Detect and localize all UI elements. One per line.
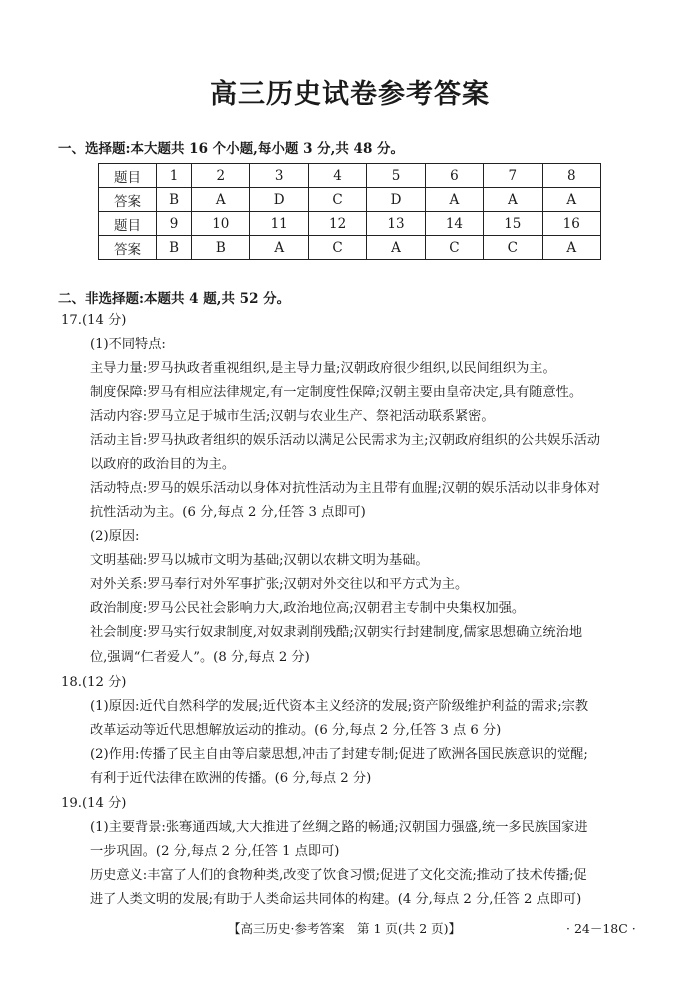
answer-line: (1)不同特点: [90,337,166,352]
table-cell: 16 [542,212,600,236]
table-cell: 11 [250,212,308,236]
table-cell: D [250,188,308,212]
section-two-heading: 二、非选择题:本题共 4 题,共 52 分。 [58,291,291,307]
answer-line: 主导力量:罗马执政者重视组织,是主导力量;汉朝政府很少组织,以民间组织为主。 [90,361,556,376]
answer-line: 制度保障:罗马有相应法律规定,有一定制度性保障;汉朝主要由皇帝决定,具有随意性。 [90,385,583,400]
table-cell: 15 [484,212,542,236]
answer-line: 文明基础:罗马以城市文明为基础;汉朝以农耕文明为基础。 [90,553,429,568]
answer-line: 对外关系:罗马奉行对外军事扩张;汉朝对外交往以和平方式为主。 [90,577,469,592]
table-cell: 12 [308,212,366,236]
table-cell: 5 [367,164,425,188]
table-cell: C [484,236,542,260]
table-cell: 题目 [99,212,157,236]
answer-line: 历史意义:丰富了人们的食物种类,改变了饮食习惯;促进了文化交流;推动了技术传播;促 [90,868,587,883]
table-row [99,212,601,236]
answer-line: 活动主旨:罗马执政者组织的娱乐活动以满足公民需求为主;汉朝政府组织的公共娱乐活动 [90,433,601,448]
answer-line: 位,强调“仁者爱人”。(8 分,每点 2 分) [90,650,310,665]
answer-line: 以政府的政治目的为主。 [90,457,236,472]
answer-line: (1)原因:近代自然科学的发展;近代资本主义经济的发展;资产阶级维护利益的需求;宗教 [90,699,589,714]
answer-line: 政治制度:罗马公民社会影响力大,政治地位高;汉朝君主专制中央集权加强。 [90,601,526,616]
table-cell: C [308,188,366,212]
page-title: 高三历史试卷参考答案 [210,79,490,110]
table-cell: 答案 [99,236,157,260]
table-cell: B [157,236,192,260]
table-cell: A [367,236,425,260]
table-cell: 1 [157,164,192,188]
table-cell: C [425,236,483,260]
table-cell: 7 [484,164,542,188]
table-row [99,188,601,212]
table-cell: A [192,188,250,212]
table-cell: A [542,236,600,260]
answer-line: (2)原因: [90,529,140,544]
question-19-header: 19.(14 分) [61,796,127,811]
answer-line: 一步巩固。(2 分,每点 2 分,任答 1 点即可) [90,844,340,859]
answer-line: 有利于近代法律在欧洲的传播。(6 分,每点 2 分) [90,771,372,786]
table-cell: A [425,188,483,212]
table-cell: B [192,236,250,260]
table-cell: 14 [425,212,483,236]
answer-line: 活动特点:罗马的娱乐活动以身体对抗性活动为主且带有血腥;汉朝的娱乐活动以非身体对 [90,481,601,496]
table-cell: 10 [192,212,250,236]
section-one-heading: 一、选择题:本大题共 16 个小题,每小题 3 分,共 48 分。 [58,141,405,157]
table-cell: 3 [250,164,308,188]
answer-line: (2)作用:传播了民主自由等启蒙思想,冲击了封建专制;促进了欧洲各国民族意识的觉醒; [90,747,588,762]
table-row [99,164,601,188]
answer-line: 活动内容:罗马立足于城市生活;汉朝与农业生产、祭祀活动联系紧密。 [90,409,495,424]
table-cell: B [157,188,192,212]
answer-line: (1)主要背景:张骞通西域,大大推进了丝绸之路的畅通;汉朝国力强盛,统一多民族国家进 [90,820,588,835]
footer-page-info: 【高三历史·参考答案 第 1 页(共 2 页)】 [228,921,462,936]
table-cell: D [367,188,425,212]
answer-line: 社会制度:罗马实行奴隶制度,对奴隶剥削残酷;汉朝实行封建制度,儒家思想确立统治地 [90,625,583,640]
table-row [99,236,601,260]
table-cell: 8 [542,164,600,188]
table-cell: C [308,236,366,260]
answer-line: 抗性活动为主。(6 分,每点 2 分,任答 3 点即可) [90,505,366,520]
table-cell: 题目 [99,164,157,188]
table-cell: 2 [192,164,250,188]
table-cell: A [542,188,600,212]
question-18-header: 18.(12 分) [61,675,127,690]
table-cell: A [250,236,308,260]
footer-code: · 24－18C · [566,921,636,936]
answer-table [98,163,601,260]
table-cell: 6 [425,164,483,188]
table-cell: 答案 [99,188,157,212]
table-cell: 4 [308,164,366,188]
answer-line: 进了人类文明的发展;有助于人类命运共同体的构建。(4 分,每点 2 分,任答 2 点即可) [90,892,582,907]
table-cell: 13 [367,212,425,236]
question-17-header: 17.(14 分) [61,313,127,328]
answer-line: 改革运动等近代思想解放运动的推动。(6 分,每点 2 分,任答 3 点 6 分) [90,723,502,738]
table-cell: 9 [157,212,192,236]
table-cell: A [484,188,542,212]
